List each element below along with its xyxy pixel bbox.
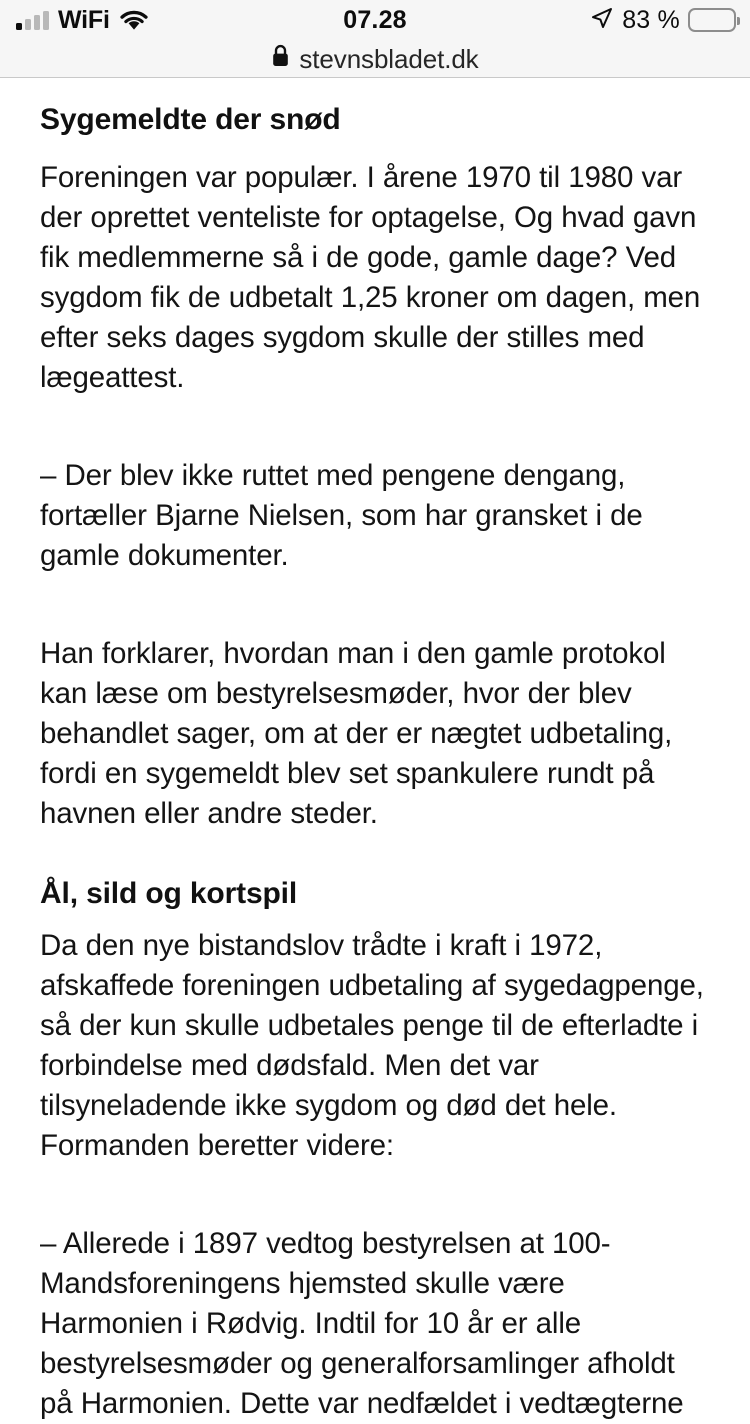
status-bar-right <box>590 0 736 40</box>
location-arrow-icon <box>590 6 614 35</box>
paragraph: Han forklarer, hvordan man i den gamle protokol kan læse om bestyrelsesmøder, hvor der blev behandlet sager, om at der er nægtet udbetaling, fordi en sygemeldt blev set spankulere rundt på havnen eller andre steder. <box>40 637 673 830</box>
article-content <box>0 78 750 1424</box>
battery-percent-label: 83 % <box>622 5 680 34</box>
url-text: stevnsbladet.dk <box>299 43 479 74</box>
browser-chrome <box>0 0 750 78</box>
carrier-label: WiFi <box>58 5 110 34</box>
section-heading-1: Sygemeldte der snød <box>40 103 341 136</box>
section-heading-2: Ål, sild og kortspil <box>40 877 298 910</box>
status-bar-clock: 07.28 <box>343 6 407 34</box>
paragraph: – Der blev ikke ruttet med pengene dengang, fortæller Bjarne Nielsen, som har gransket i de gamle dokumenter. <box>40 459 643 572</box>
battery-icon <box>688 8 736 32</box>
paragraph: Da den nye bistandslov trådte i kraft i 1972, afskaffede foreningen udbetaling af sygedagpenge, så der kun skulle udbetales penge til de efterladte i forbindelse med dødsfald. Men det var tilsyneladende ikke sygdom og død det hele. Formanden beretter videre: <box>40 929 704 1162</box>
url-bar[interactable] <box>0 40 750 77</box>
lock-icon <box>271 44 290 73</box>
paragraph: Foreningen var populær. I årene 1970 til 1980 var der oprettet venteliste for optagelse, Og hvad gavn fik medlemmerne så i de gode, gamle dage? Ved sygdom fik de udbetalt 1,25 kroner om dagen, men efter seks dages sygdom skulle der stilles med lægeattest. <box>40 161 701 394</box>
paragraph: – Allerede i 1897 vedtog bestyrelsen at 100-Mandsforeningens hjemsted skulle være Harmonien i Rødvig. Indtil for 10 år er alle bestyrelsesmøder og generalforsamlinger afholdt på Harmonien. Dette var nedfældet i vedtægterne <box>40 1227 684 1420</box>
status-bar <box>0 0 750 40</box>
